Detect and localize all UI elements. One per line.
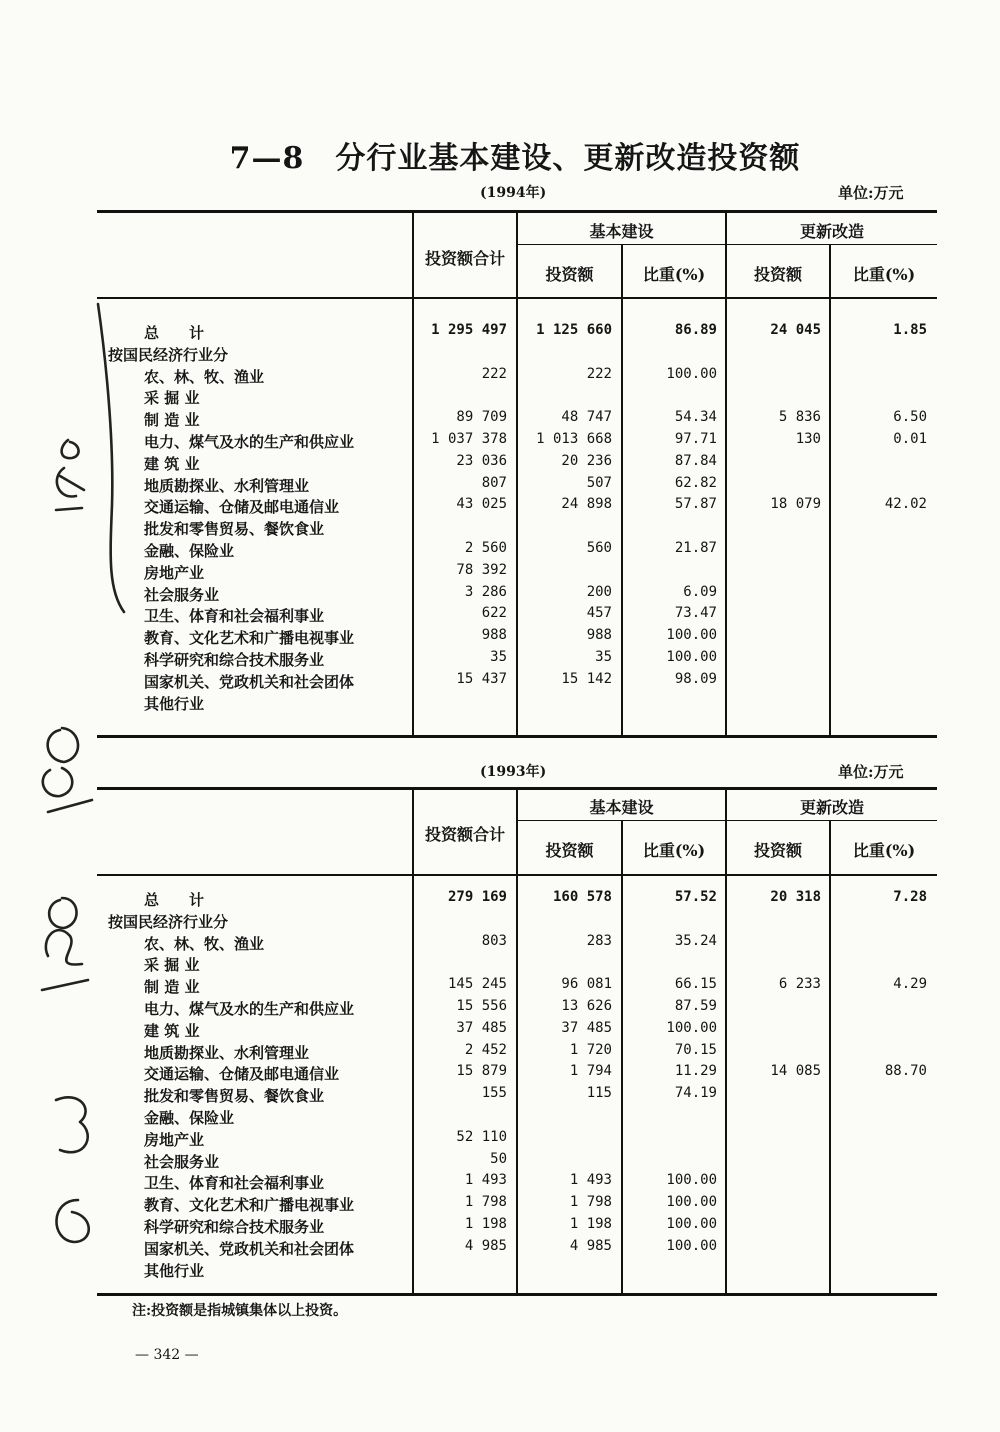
table-cell: 15 437 [456, 670, 507, 687]
table-cell: 803 [481, 932, 507, 949]
header-basic-amount: 投资额 [545, 841, 594, 860]
table-cell: 145 245 [447, 976, 507, 993]
table-cell: 1 125 660 [536, 322, 612, 338]
table-cell: 62.82 [674, 474, 717, 491]
row-label: 采 掘 业 [144, 956, 200, 975]
table-cell: 1 798 [569, 1194, 612, 1211]
column-divider [412, 789, 414, 1294]
table-cell: 1.85 [893, 322, 927, 338]
page-number: — 342 — [135, 1347, 199, 1363]
table-cell: 96 081 [561, 976, 612, 993]
row-label: 社会服务业 [144, 585, 220, 604]
table-cell: 42.02 [884, 496, 927, 513]
table-cell: 66.15 [674, 976, 717, 993]
handwritten-annotations [20, 300, 130, 1300]
table-cell: 4 985 [569, 1237, 612, 1254]
table-cell: 6 233 [778, 976, 821, 993]
table-cell: 4.29 [893, 976, 927, 993]
table-cell: 100.00 [666, 1172, 717, 1189]
year-label-1994: (1994年) [480, 185, 547, 201]
table-cell: 73.47 [674, 605, 717, 622]
table-cell: 15 879 [456, 1063, 507, 1080]
table-cell: 3 286 [464, 583, 507, 600]
table-cell: 1 037 378 [431, 431, 507, 447]
row-label: 采 掘 业 [144, 389, 200, 408]
header-basic-share: 比重(%) [642, 841, 706, 860]
column-divider [829, 244, 831, 736]
table-cell: 560 [586, 540, 612, 556]
table-cell: 13 626 [561, 998, 612, 1014]
row-label: 地质勘探业、水利管理业 [144, 1043, 310, 1062]
header-total-investment: 投资额合计 [424, 825, 505, 844]
column-divider [516, 212, 518, 736]
table-cell: 78 392 [456, 561, 507, 578]
table-cell: 222 [586, 365, 612, 382]
unit-label-1994: 单位:万元 [838, 184, 904, 202]
header-subrule [517, 244, 937, 245]
row-label: 总 计 [144, 891, 205, 909]
table-cell: 622 [481, 605, 507, 622]
row-label: 金融、保险业 [144, 1109, 235, 1127]
table-cell: 100.00 [666, 1194, 717, 1211]
table-cell: 87.59 [674, 998, 717, 1014]
table-cell: 89 709 [456, 409, 507, 426]
row-label: 总 计 [144, 324, 205, 342]
table-cell: 100.00 [666, 1216, 717, 1232]
table-cell: 98.09 [674, 670, 717, 687]
table-cell: 1 720 [569, 1041, 612, 1058]
row-label: 卫生、体育和社会福利事业 [144, 607, 325, 626]
row-label: 建 筑 业 [144, 454, 200, 473]
table-cell: 57.52 [674, 889, 717, 905]
table-cell: 21.87 [674, 540, 717, 556]
table-cell: 988 [586, 627, 612, 644]
table-cell: 160 578 [552, 889, 612, 905]
header-renewal-amount: 投资额 [753, 265, 802, 284]
table-cell: 100.00 [666, 1237, 717, 1254]
header-basic-construction: 基本建设 [589, 222, 654, 241]
table-cell: 86.89 [674, 322, 717, 338]
table-cell: 6.09 [683, 583, 717, 600]
table-cell: 88.70 [884, 1063, 927, 1080]
table-cell: 457 [586, 605, 612, 622]
header-basic-construction: 基本建设 [589, 798, 654, 817]
table-cell: 97.71 [674, 431, 717, 447]
row-label: 国家机关、党政机关和社会团体 [144, 672, 355, 691]
table-cell: 155 [481, 1085, 507, 1102]
table-cell: 1 198 [569, 1216, 612, 1232]
row-label: 交通运输、仓储及邮电通信业 [144, 498, 340, 517]
table-cell: 1 013 668 [536, 431, 612, 447]
column-divider [725, 212, 727, 736]
table-cell: 115 [586, 1085, 612, 1102]
row-label: 建 筑 业 [144, 1021, 200, 1040]
table-cell: 100.00 [666, 649, 717, 665]
table-cell: 48 747 [561, 409, 612, 426]
table-cell: 2 560 [464, 540, 507, 556]
row-label: 按国民经济行业分 [108, 912, 229, 931]
table-cell: 1 798 [464, 1194, 507, 1211]
row-label: 电力、煤气及水的生产和供应业 [144, 433, 355, 451]
table-cell: 14 085 [770, 1063, 821, 1080]
table-cell: 1 794 [569, 1063, 612, 1080]
row-label: 制 造 业 [144, 411, 200, 430]
row-label: 电力、煤气及水的生产和供应业 [144, 1000, 355, 1018]
table-cell: 5 836 [778, 409, 821, 426]
row-label: 地质勘探业、水利管理业 [144, 476, 310, 495]
row-label: 科学研究和综合技术服务业 [144, 1218, 325, 1236]
header-basic-amount: 投资额 [545, 265, 594, 284]
table-cell: 52 110 [456, 1128, 507, 1145]
row-label: 交通运输、仓储及邮电通信业 [144, 1065, 340, 1084]
table-cell: 1 295 497 [431, 322, 507, 338]
table-cell: 200 [586, 583, 612, 600]
table-cell: 74.19 [674, 1085, 717, 1102]
row-label: 教育、文化艺术和广播电视事业 [144, 1196, 355, 1215]
table-cell: 24 045 [770, 322, 821, 338]
row-label: 卫生、体育和社会福利事业 [144, 1174, 325, 1193]
table-cell: 1 493 [569, 1172, 612, 1189]
table-cell: 37 485 [561, 1019, 612, 1036]
row-label: 农、林、牧、渔业 [144, 367, 265, 386]
unit-label-1993: 单位:万元 [838, 763, 904, 781]
column-divider [516, 789, 518, 1294]
header-renewal-share: 比重(%) [852, 265, 916, 284]
table-cell: 1 198 [464, 1216, 507, 1232]
table-cell: 54.34 [674, 409, 717, 426]
row-label: 房地产业 [144, 563, 205, 582]
row-label: 国家机关、党政机关和社会团体 [144, 1239, 355, 1258]
column-divider [725, 789, 727, 1294]
table-cell: 807 [481, 474, 507, 491]
table-cell: 43 025 [456, 496, 507, 513]
table-cell: 35.24 [674, 932, 717, 949]
table-cell: 1 493 [464, 1172, 507, 1189]
column-divider [829, 820, 831, 1294]
table-cell: 279 169 [447, 889, 507, 905]
table-cell: 23 036 [456, 452, 507, 469]
table-cell: 15 142 [561, 670, 612, 687]
table-cell: 100.00 [666, 1019, 717, 1036]
row-label: 教育、文化艺术和广播电视事业 [144, 629, 355, 648]
table-cell: 24 898 [561, 496, 612, 513]
row-label: 批发和零售贸易、餐饮食业 [144, 520, 325, 539]
header-renewal-amount: 投资额 [753, 841, 802, 860]
row-label: 其他行业 [144, 1261, 205, 1280]
row-label: 金融、保险业 [144, 542, 235, 560]
table-cell: 283 [586, 932, 612, 949]
table-cell: 7.28 [893, 889, 927, 905]
row-label: 制 造 业 [144, 978, 200, 997]
table-cell: 57.87 [674, 496, 717, 513]
table-cell: 988 [481, 627, 507, 644]
row-label: 批发和零售贸易、餐饮食业 [144, 1087, 325, 1106]
column-divider [621, 820, 623, 1294]
header-renewal-share: 比重(%) [852, 841, 916, 860]
header-subrule [517, 820, 937, 821]
table-cell: 20 318 [770, 889, 821, 905]
footnote: 注:投资额是指城镇集体以上投资。 [132, 1303, 348, 1319]
table-cell: 35 [595, 649, 612, 665]
row-label: 其他行业 [144, 694, 205, 713]
header-total-investment: 投资额合计 [424, 249, 505, 268]
table-cell: 15 556 [456, 998, 507, 1014]
table-cell: 507 [586, 474, 612, 491]
column-divider [412, 212, 414, 736]
table-cell: 87.84 [674, 452, 717, 469]
header-renewal: 更新改造 [799, 222, 864, 241]
table-cell: 4 985 [464, 1237, 507, 1254]
page-title: 7—8 分行业基本建设、更新改造投资额 [229, 141, 801, 176]
table-cell: 0.01 [893, 431, 927, 447]
table-cell: 130 [795, 431, 821, 447]
table-cell: 100.00 [666, 627, 717, 644]
row-label: 社会服务业 [144, 1152, 220, 1171]
table-cell: 70.15 [674, 1041, 717, 1058]
table-cell: 100.00 [666, 365, 717, 382]
row-label: 科学研究和综合技术服务业 [144, 651, 325, 669]
table-cell: 18 079 [770, 496, 821, 513]
row-label: 农、林、牧、渔业 [144, 934, 265, 953]
table-cell: 50 [490, 1150, 507, 1167]
header-basic-share: 比重(%) [642, 265, 706, 284]
table-cell: 222 [481, 365, 507, 382]
table-cell: 6.50 [893, 409, 927, 426]
row-label: 房地产业 [144, 1130, 205, 1149]
table-cell: 35 [490, 649, 507, 665]
column-divider [621, 244, 623, 736]
row-label: 按国民经济行业分 [108, 345, 229, 364]
year-label-1993: (1993年) [480, 764, 547, 780]
table-cell: 20 236 [561, 452, 612, 469]
table-cell: 37 485 [456, 1019, 507, 1036]
table-cell: 11.29 [674, 1063, 717, 1080]
table-cell: 2 452 [464, 1041, 507, 1058]
header-renewal: 更新改造 [799, 798, 864, 817]
